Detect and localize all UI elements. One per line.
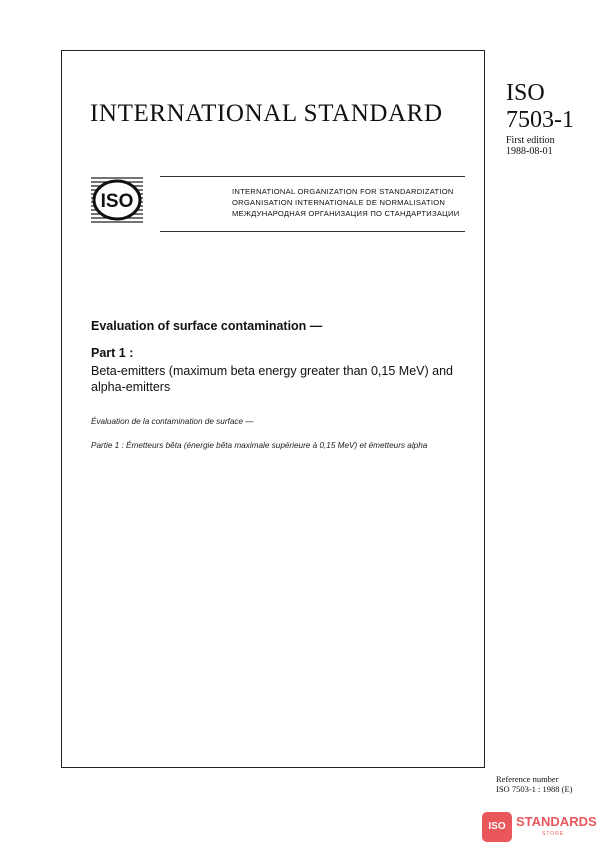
french-part: Partie 1 : Émetteurs bêta (énergie bêta maximale supérieure à 0,15 MeV) et émetteurs alpha (91, 441, 428, 450)
iso-logo (91, 176, 143, 224)
iso-number: 7503-1 (506, 107, 574, 133)
store-badge[interactable] (482, 811, 597, 843)
edition-block (506, 135, 555, 157)
iso-logo-text: ISO (100, 191, 134, 212)
org-rule-top (160, 176, 465, 177)
org-name-en: INTERNATIONAL ORGANIZATION FOR STANDARDIZATION (232, 187, 454, 196)
edition-text: First edition (506, 135, 555, 146)
store-subtitle: STORE (542, 831, 565, 837)
iso-label: ISO (506, 80, 545, 106)
part-description: Beta-emitters (maximum beta energy greater than 0,15 MeV) and alpha-emitters (91, 364, 453, 394)
store-logo-icon: ISO (482, 812, 512, 842)
reference-block (496, 774, 573, 794)
organization-names (232, 186, 459, 219)
org-rule-bottom (160, 231, 465, 232)
document-title: Evaluation of surface contamination — (91, 319, 323, 333)
standard-title: INTERNATIONAL STANDARD (90, 100, 443, 127)
org-name-ru: МЕЖДУНАРОДНАЯ ОРГАНИЗАЦИЯ ПО СТАНДАРТИЗАЦИИ (232, 209, 460, 218)
reference-number: ISO 7503-1 : 1988 (E) (496, 784, 573, 794)
iso-number-block (506, 80, 574, 134)
part-label: Part 1 : (91, 346, 134, 360)
title-frame (61, 50, 485, 768)
reference-label: Reference number (496, 774, 559, 784)
org-name-fr: ORGANISATION INTERNATIONALE DE NORMALISATION (232, 198, 446, 207)
edition-date: 1988-08-01 (506, 146, 553, 157)
store-name: STANDARDS (516, 814, 597, 829)
french-title: Évaluation de la contamination de surface — (91, 417, 254, 426)
